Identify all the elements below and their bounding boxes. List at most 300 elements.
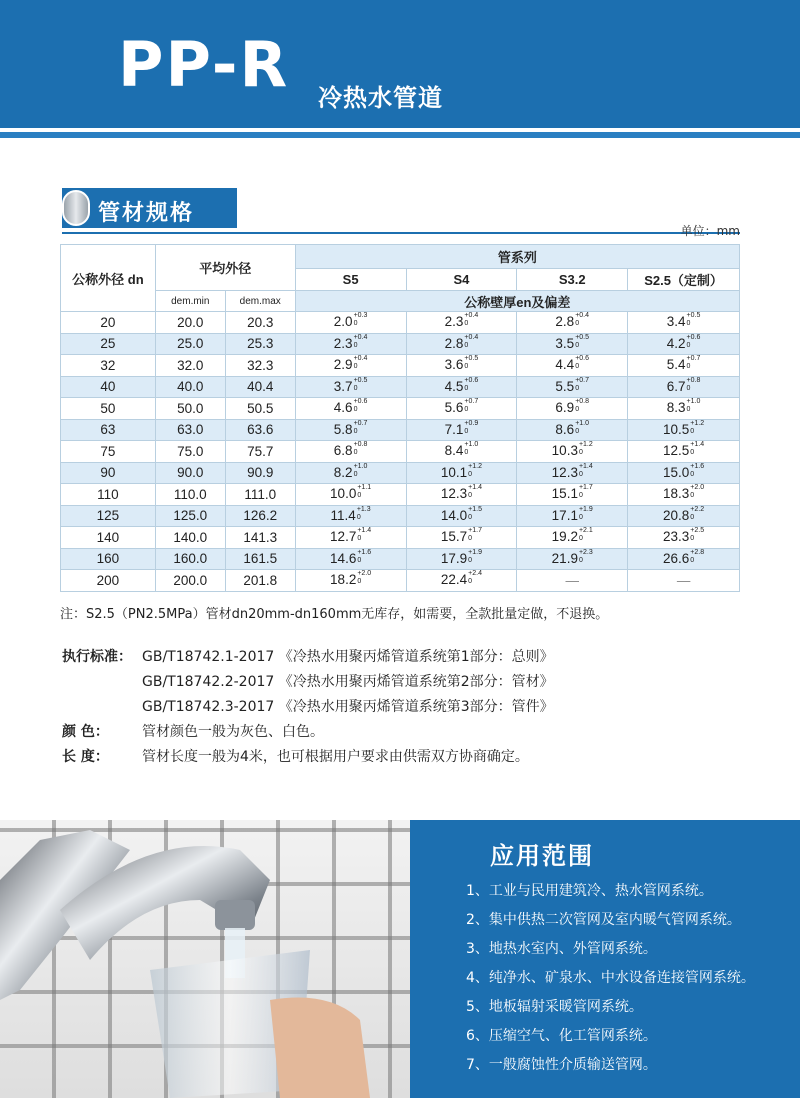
cell-max: 201.8	[225, 570, 295, 592]
cell-min: 63.0	[155, 419, 225, 441]
application-item: 1、工业与民用建筑冷、热水管网系统。	[466, 883, 713, 899]
tolerance-upper: +1.4	[690, 441, 705, 449]
tolerance-lower: 0	[353, 363, 358, 371]
wall-value: 2.8	[555, 314, 575, 330]
wall-value: 3.6	[444, 357, 464, 373]
cell-wall-s32	[517, 548, 628, 570]
wall-value: 11.4	[330, 507, 356, 523]
cell-wall-s25	[628, 441, 740, 463]
cell-wall-s32	[517, 376, 628, 398]
wall-value: 12.7	[330, 529, 357, 545]
tolerance-upper: +0.5	[686, 312, 701, 320]
cell-wall-s25	[628, 376, 740, 398]
cell-wall-s32	[517, 398, 628, 420]
tolerance	[575, 420, 589, 436]
tolerance	[690, 484, 704, 500]
tolerance-lower: 0	[690, 513, 695, 521]
hand	[270, 998, 370, 1098]
wall-value: 26.6	[663, 550, 690, 566]
tolerance	[575, 312, 589, 328]
tolerance-upper: +1.5	[468, 505, 482, 513]
tolerance-upper: +1.2	[468, 462, 482, 470]
wall-value: 8.3	[666, 400, 686, 416]
header-bottom-band	[0, 132, 800, 138]
empty-dash: —	[676, 572, 691, 588]
tolerance-lower: 0	[468, 535, 473, 543]
cell-max: 20.3	[225, 312, 295, 334]
application-item: 2、集中供热二次管网及室内暖气管网系统。	[466, 912, 741, 928]
tolerance	[579, 484, 593, 500]
wall-value: 8.2	[333, 464, 353, 480]
wall-value: 14.0	[440, 507, 468, 523]
wall-value: 10.3	[551, 443, 578, 459]
wall-value: 8.4	[444, 443, 464, 459]
header-s4: S4	[406, 269, 517, 291]
tolerance	[575, 398, 589, 414]
cell-wall-s32	[517, 333, 628, 355]
tolerance	[357, 484, 371, 500]
cell-wall-s4	[406, 398, 517, 420]
cell-wall-s32	[517, 312, 628, 334]
wall-value: 6.7	[666, 378, 686, 394]
section-divider	[62, 232, 740, 234]
cell-wall-s4	[406, 376, 517, 398]
tolerance	[579, 463, 593, 479]
tolerance-upper: +0.5	[464, 355, 479, 363]
tolerance-lower: 0	[356, 513, 361, 521]
tolerance-lower: 0	[353, 341, 358, 349]
tolerance-lower: 0	[468, 470, 473, 478]
tolerance	[354, 377, 368, 393]
tolerance-upper: +1.9	[578, 505, 593, 513]
tolerance	[357, 506, 371, 522]
cell-wall-s32	[517, 419, 628, 441]
tolerance	[687, 377, 701, 393]
cell-max: 161.5	[225, 548, 295, 570]
tolerance	[690, 420, 704, 436]
cell-min: 75.0	[155, 441, 225, 463]
standard-line: GB/T18742.2-2017 《冷热水用聚丙烯管道系统第2部分：管材》	[142, 674, 554, 690]
faucet-nozzle	[215, 900, 255, 930]
tolerance	[468, 527, 482, 543]
cell-wall-s4	[406, 462, 517, 484]
color-value: 管材颜色一般为灰色、白色。	[142, 724, 324, 740]
tolerance	[354, 334, 368, 350]
tolerance-lower: 0	[686, 363, 691, 371]
tolerance-upper: +1.2	[578, 441, 593, 449]
tolerance	[687, 398, 701, 414]
table-row	[61, 462, 740, 484]
cell-dn: 20	[61, 312, 156, 334]
tolerance-upper: +2.4	[468, 570, 482, 578]
cell-dn: 40	[61, 376, 156, 398]
length-value: 管材长度一般为4米，也可根据用户要求由供需双方协商确定。	[142, 749, 529, 765]
header-avg-diameter: 平均外径	[155, 245, 295, 291]
wall-value: 3.5	[555, 335, 575, 351]
tolerance-upper: +0.3	[353, 312, 368, 320]
table-row	[61, 376, 740, 398]
tolerance-lower: 0	[464, 384, 469, 392]
cell-min: 90.0	[155, 462, 225, 484]
tolerance-lower: 0	[357, 492, 362, 500]
tolerance-lower: 0	[468, 513, 473, 521]
tolerance	[687, 312, 701, 328]
cell-wall-s5	[295, 312, 406, 334]
tolerance	[468, 506, 482, 522]
cell-wall-s25	[628, 398, 740, 420]
tolerance-upper: +0.5	[575, 333, 590, 341]
tolerance	[357, 527, 371, 543]
wall-value: 7.1	[444, 421, 464, 437]
application-item: 7、一般腐蚀性介质输送管网。	[466, 1057, 657, 1073]
tolerance-upper: +1.0	[353, 462, 368, 470]
cell-wall-s25	[628, 333, 740, 355]
tolerance-upper: +1.7	[468, 527, 482, 535]
cell-min: 160.0	[155, 548, 225, 570]
application-item: 5、地板辐射采暖管网系统。	[466, 999, 643, 1015]
wall-value: 3.7	[333, 378, 353, 394]
tolerance-lower: 0	[353, 406, 358, 414]
tolerance-upper: +0.4	[353, 333, 368, 341]
tolerance-upper: +1.6	[357, 548, 372, 556]
wall-value: 6.8	[333, 443, 353, 459]
cell-wall-s25	[628, 312, 740, 334]
wall-value: 19.2	[551, 529, 578, 545]
cell-wall-s5	[295, 548, 406, 570]
header-s32: S3.2	[517, 269, 628, 291]
tolerance	[579, 441, 593, 457]
tolerance-lower: 0	[690, 556, 695, 564]
tolerance-lower: 0	[357, 578, 362, 586]
cell-min: 25.0	[155, 333, 225, 355]
cell-wall-s25	[628, 419, 740, 441]
tolerance-lower: 0	[468, 556, 473, 564]
table-row	[61, 548, 740, 570]
tolerance	[354, 355, 368, 371]
cell-wall-s4	[406, 441, 517, 463]
header-dem-max: dem.max	[225, 291, 295, 312]
tolerance	[464, 420, 478, 436]
tolerance	[464, 312, 478, 328]
cell-wall-s32	[517, 355, 628, 377]
tolerance	[575, 377, 589, 393]
cell-max: 25.3	[225, 333, 295, 355]
color-label: 颜 色：	[62, 724, 109, 740]
tolerance-lower: 0	[353, 470, 358, 478]
cell-wall-s4	[406, 505, 517, 527]
tolerance-upper: +1.3	[356, 505, 371, 513]
wall-value: 14.6	[330, 550, 357, 566]
tolerance	[579, 527, 593, 543]
wall-value: 17.9	[440, 550, 468, 566]
tolerance	[468, 463, 482, 479]
tolerance-lower: 0	[468, 492, 473, 500]
cell-max: 32.3	[225, 355, 295, 377]
tolerance-upper: +0.4	[575, 312, 590, 320]
cell-max: 63.6	[225, 419, 295, 441]
wall-value: 15.7	[440, 529, 468, 545]
application-item: 4、纯净水、矿泉水、中水设备连接管网系统。	[466, 970, 755, 986]
standard-label: 执行标准：	[62, 649, 132, 665]
tolerance-lower: 0	[686, 384, 691, 392]
cell-wall-s32	[517, 527, 628, 549]
tolerance	[575, 355, 589, 371]
tolerance-upper: +1.4	[468, 484, 482, 492]
tolerance-lower: 0	[686, 341, 691, 349]
unit-label: 单位：mm	[680, 224, 740, 238]
tolerance-lower: 0	[575, 363, 580, 371]
wall-value: 10.5	[663, 421, 690, 437]
table-row	[61, 333, 740, 355]
tolerance	[464, 334, 478, 350]
table-row	[61, 312, 740, 334]
cell-wall-s5	[295, 376, 406, 398]
tolerance-lower: 0	[578, 449, 583, 457]
cell-wall-s25	[628, 484, 740, 506]
cell-wall-s5	[295, 484, 406, 506]
tolerance	[354, 420, 368, 436]
tolerance-upper: +1.2	[690, 419, 705, 427]
tolerance-lower: 0	[578, 556, 583, 564]
header-s5: S5	[295, 269, 406, 291]
tolerance	[579, 506, 593, 522]
tolerance-upper: +1.9	[468, 548, 482, 556]
table-row	[61, 398, 740, 420]
cell-wall-s5	[295, 441, 406, 463]
tolerance-upper: +2.8	[690, 548, 705, 556]
cell-max: 90.9	[225, 462, 295, 484]
tolerance-upper: +1.0	[686, 398, 701, 406]
header-s25: S2.5（定制）	[628, 269, 740, 291]
table-row	[61, 570, 740, 592]
cell-min: 40.0	[155, 376, 225, 398]
tolerance	[468, 484, 482, 500]
cell-min: 32.0	[155, 355, 225, 377]
wall-value: 2.3	[333, 335, 353, 351]
table-row	[61, 527, 740, 549]
wall-value: 5.4	[666, 357, 686, 373]
tolerance-upper: +0.7	[464, 398, 479, 406]
wall-value: 18.3	[663, 486, 690, 502]
cell-wall-s25	[628, 548, 740, 570]
note-text: 注：S2.5（PN2.5MPa）管材dn20mm-dn160mm无库存，如需要，全款批量定做，不退换。	[60, 607, 609, 622]
tolerance-lower: 0	[353, 427, 358, 435]
cell-dn: 75	[61, 441, 156, 463]
wall-value: 2.3	[444, 314, 464, 330]
faucet-photo	[0, 820, 410, 1098]
cell-dn: 50	[61, 398, 156, 420]
cell-wall-s25	[628, 505, 740, 527]
tolerance-upper: +0.4	[353, 355, 368, 363]
tolerance-upper: +0.4	[464, 333, 479, 341]
cell-wall-s4	[406, 548, 517, 570]
tolerance-upper: +2.0	[690, 484, 705, 492]
cell-wall-s5	[295, 527, 406, 549]
header-dem-min: dem.min	[155, 291, 225, 312]
cell-wall-s4	[406, 484, 517, 506]
tolerance	[357, 570, 371, 586]
tolerance-upper: +0.6	[353, 398, 368, 406]
tolerance-lower: 0	[690, 492, 695, 500]
tolerance-lower: 0	[575, 341, 580, 349]
header-series: 管系列	[295, 245, 739, 269]
tolerance	[464, 377, 478, 393]
cell-wall-s32	[517, 570, 628, 592]
tolerance-upper: +1.0	[575, 419, 590, 427]
cell-max: 40.4	[225, 376, 295, 398]
wall-value: 10.1	[440, 464, 468, 480]
tolerance-lower: 0	[686, 320, 691, 328]
table-row	[61, 355, 740, 377]
cell-wall-s5	[295, 333, 406, 355]
wall-value: 2.8	[444, 335, 464, 351]
tolerance-lower: 0	[468, 578, 473, 586]
tolerance-lower: 0	[464, 363, 469, 371]
tolerance-lower: 0	[464, 449, 469, 457]
cell-dn: 200	[61, 570, 156, 592]
cell-wall-s5	[295, 462, 406, 484]
cell-wall-s4	[406, 570, 517, 592]
tolerance-upper: +1.0	[464, 441, 479, 449]
tolerance-upper: +0.7	[686, 355, 701, 363]
cell-dn: 25	[61, 333, 156, 355]
cell-max: 141.3	[225, 527, 295, 549]
wall-value: 15.1	[551, 486, 578, 502]
tolerance	[464, 398, 478, 414]
tolerance-lower: 0	[690, 470, 695, 478]
tolerance-lower: 0	[578, 535, 583, 543]
cell-wall-s25	[628, 527, 740, 549]
cell-min: 50.0	[155, 398, 225, 420]
tolerance-lower: 0	[578, 470, 583, 478]
tolerance	[575, 334, 589, 350]
cell-dn: 90	[61, 462, 156, 484]
cell-min: 140.0	[155, 527, 225, 549]
wall-value: 12.5	[663, 443, 690, 459]
tolerance	[464, 441, 478, 457]
tolerance-lower: 0	[575, 427, 580, 435]
spec-table-body	[61, 312, 740, 592]
header-wall-thickness: 公称壁厚en及偏差	[295, 291, 739, 312]
tolerance-upper: +0.8	[575, 398, 590, 406]
cell-wall-s4	[406, 419, 517, 441]
application-item: 6、压缩空气、化工管网系统。	[466, 1028, 657, 1044]
brand-subtitle: 冷热水管道	[318, 84, 443, 112]
tolerance-lower: 0	[575, 406, 580, 414]
tolerance-lower: 0	[353, 384, 358, 392]
tolerance-upper: +2.3	[578, 548, 593, 556]
tolerance	[690, 463, 704, 479]
cell-max: 111.0	[225, 484, 295, 506]
wall-value: 4.4	[555, 357, 575, 373]
tolerance-upper: +0.8	[686, 376, 701, 384]
standard-line: GB/T18742.1-2017 《冷热水用聚丙烯管道系统第1部分：总则》	[142, 649, 554, 665]
spec-table	[60, 244, 740, 592]
cell-wall-s25	[628, 462, 740, 484]
wall-value: 12.3	[440, 486, 468, 502]
cell-min: 200.0	[155, 570, 225, 592]
application-item: 3、地热水室内、外管网系统。	[466, 941, 657, 957]
cell-wall-s32	[517, 505, 628, 527]
faucet-illustration	[0, 820, 410, 1098]
tolerance-upper: +0.8	[353, 441, 368, 449]
tolerance-upper: +1.7	[578, 484, 593, 492]
tolerance-lower: 0	[464, 320, 469, 328]
cell-min: 110.0	[155, 484, 225, 506]
table-row	[61, 484, 740, 506]
tolerance-lower: 0	[464, 427, 469, 435]
tolerance-lower: 0	[353, 320, 358, 328]
cell-wall-s5	[295, 355, 406, 377]
cell-wall-s5	[295, 505, 406, 527]
cell-wall-s32	[517, 484, 628, 506]
tolerance	[687, 355, 701, 371]
tolerance-lower: 0	[690, 449, 695, 457]
tolerance	[354, 398, 368, 414]
standard-line: GB/T18742.3-2017 《冷热水用聚丙烯管道系统第3部分：管件》	[142, 699, 554, 715]
tolerance-lower: 0	[575, 384, 580, 392]
tolerance-upper: +0.7	[575, 376, 590, 384]
cell-dn: 125	[61, 505, 156, 527]
cell-dn: 110	[61, 484, 156, 506]
empty-dash: —	[565, 572, 579, 588]
brand-title: PP-R	[118, 28, 290, 101]
cell-wall-s4	[406, 312, 517, 334]
tolerance-upper: +2.1	[578, 527, 593, 535]
tolerance-upper: +1.4	[357, 527, 372, 535]
tolerance-upper: +2.2	[690, 505, 705, 513]
tolerance-upper: +0.4	[464, 312, 479, 320]
cell-min: 125.0	[155, 505, 225, 527]
tolerance-upper: +0.6	[464, 376, 479, 384]
header-dn: 公称外径 dn	[61, 245, 156, 312]
tolerance	[690, 549, 704, 565]
tolerance	[690, 506, 704, 522]
tolerance	[354, 463, 368, 479]
wall-value: 10.0	[330, 486, 357, 502]
cell-max: 75.7	[225, 441, 295, 463]
cell-min: 20.0	[155, 312, 225, 334]
cell-dn: 140	[61, 527, 156, 549]
wall-value: 5.6	[444, 400, 464, 416]
tolerance	[354, 441, 368, 457]
tolerance-lower: 0	[578, 492, 583, 500]
tolerance	[464, 355, 478, 371]
cell-dn: 160	[61, 548, 156, 570]
tolerance-upper: +2.0	[357, 570, 372, 578]
table-row	[61, 419, 740, 441]
tolerance	[468, 549, 482, 565]
tolerance-lower: 0	[578, 513, 583, 521]
wall-value: 5.8	[333, 421, 353, 437]
cell-dn: 32	[61, 355, 156, 377]
wall-value: 21.9	[551, 550, 578, 566]
tolerance-lower: 0	[575, 320, 580, 328]
wall-value: 18.2	[330, 572, 357, 588]
cell-wall-s32	[517, 441, 628, 463]
cell-wall-s25	[628, 570, 740, 592]
wall-value: 12.3	[551, 464, 578, 480]
table-row	[61, 505, 740, 527]
tolerance	[690, 441, 704, 457]
wall-value: 4.5	[444, 378, 464, 394]
tolerance-lower: 0	[686, 406, 691, 414]
tolerance-upper: +1.4	[578, 462, 593, 470]
section-title: 管材规格	[98, 201, 195, 226]
wall-value: 8.6	[555, 421, 575, 437]
tolerance-lower: 0	[690, 535, 695, 543]
cell-wall-s25	[628, 355, 740, 377]
